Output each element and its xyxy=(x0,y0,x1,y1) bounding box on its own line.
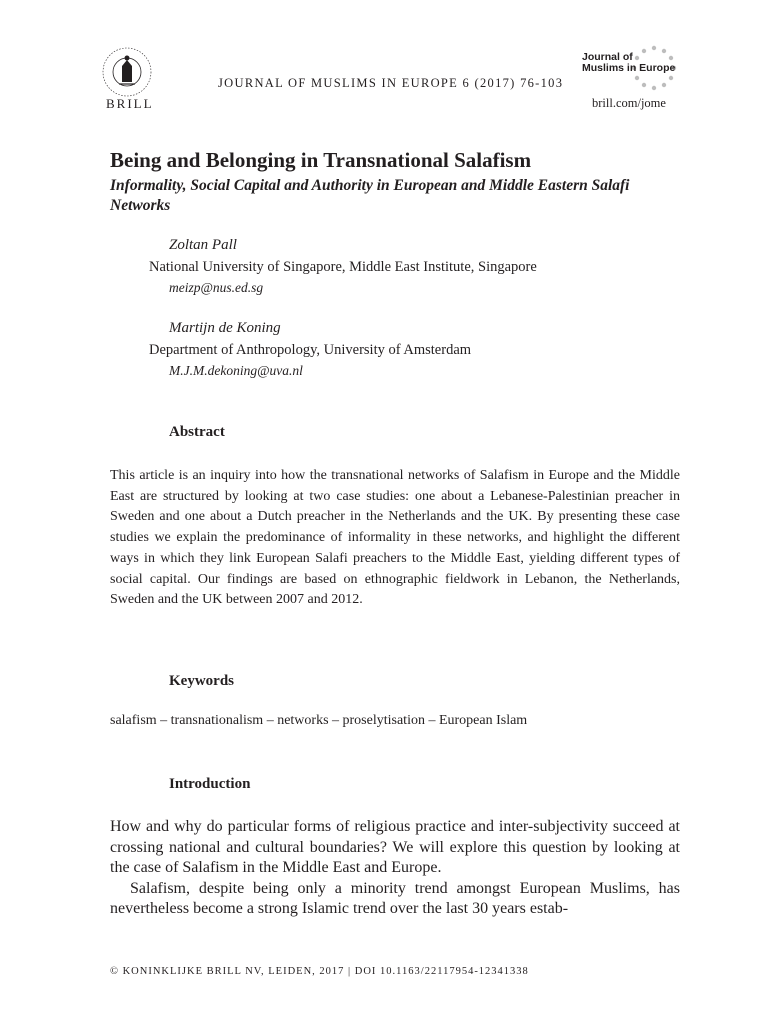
journal-logo-line2: Muslims in Europe xyxy=(582,62,676,74)
author-email: meizp@nus.ed.sg xyxy=(169,280,264,295)
introduction-heading: Introduction xyxy=(169,776,251,792)
author-name: Martijn de Koning xyxy=(169,320,281,336)
journal-logo-line1: Journal of xyxy=(582,51,633,63)
journal-url: brill.com/jome xyxy=(592,96,666,110)
copyright-doi-footer: © KONINKLIJKE BRILL NV, LEIDEN, 2017 | DOI 10.1163/22117954-12341338 xyxy=(110,966,529,977)
body-paragraph: Salafism, despite being only a minority trend amongst European Muslims, has nevertheless become a strong Islamic trend over the last 30 years estab- xyxy=(110,879,680,917)
author-name: Zoltan Pall xyxy=(169,237,237,253)
journal-logo xyxy=(582,48,682,88)
keywords-heading: Keywords xyxy=(169,673,234,689)
author-affiliation: National University of Singapore, Middle East Institute, Singapore xyxy=(149,259,537,275)
abstract-text: This article is an inquiry into how the transnational networks of Salafism in Europe and the Middle East are structured by looking at two case studies: one about a Lebanese-Palestinian preacher in Sweden and one about a Dutch preacher in the Netherlands and the UK. By presenting these case studies we explain the predominance of informality in these networks, and highlight the different ways in which they link European Salafi preachers to the Middle East, yielding different types of social capital. Our findings are based on ethnographic fieldwork in Lebanon, the Netherlands, Sweden and the UK between 2007 and 2012. xyxy=(110,468,680,608)
body-paragraph: How and why do particular forms of religious practice and inter-subjectivity succeed at crossing national and cultural boundaries? We will explore this question by looking at the case of Salafism in the Middle East and Europe. xyxy=(110,818,680,876)
author-email: M.J.M.dekoning@uva.nl xyxy=(169,363,303,378)
article-subtitle: Informality, Social Capital and Authority in European and Middle Eastern Salafi Networks xyxy=(110,177,630,214)
author-affiliation: Department of Anthropology, University of Amsterdam xyxy=(149,342,472,358)
introduction-text xyxy=(110,817,680,920)
abstract-heading: Abstract xyxy=(169,424,225,440)
publisher-wordmark: BRILL xyxy=(106,96,154,111)
article-title: Being and Belonging in Transnational Salafism xyxy=(110,148,532,172)
keywords-text: salafism – transnationalism – networks – proselytisation – European Islam xyxy=(110,713,528,728)
running-head: JOURNAL OF MUSLIMS IN EUROPE 6 (2017) 76-103 xyxy=(218,76,564,90)
